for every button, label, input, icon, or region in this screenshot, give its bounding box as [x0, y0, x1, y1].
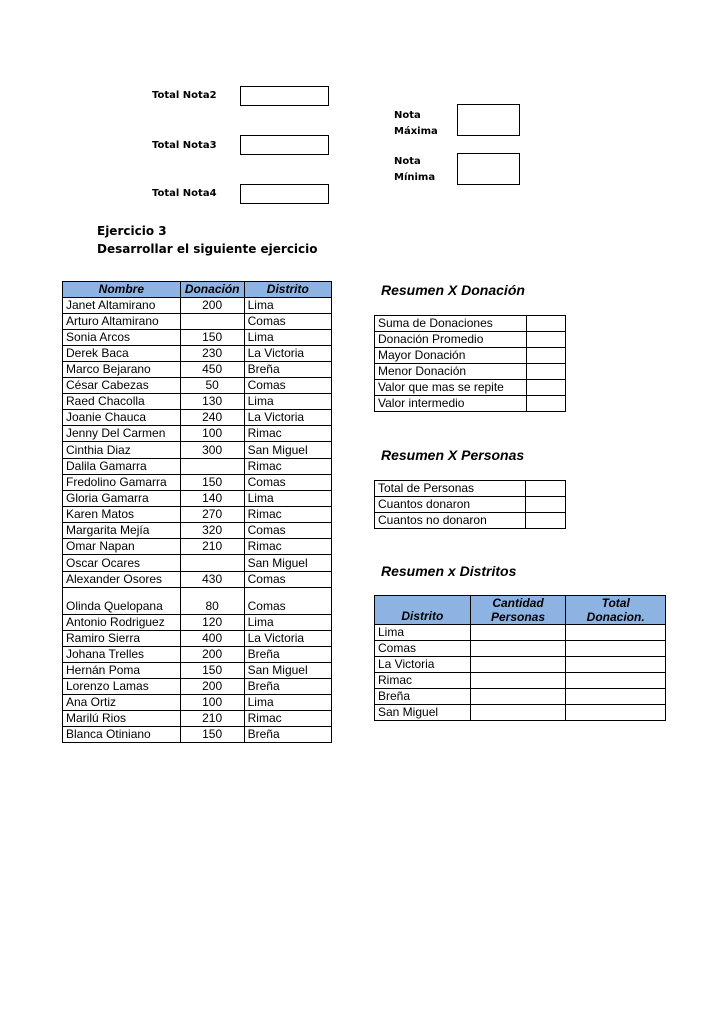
table-row — [63, 695, 332, 711]
donation-name-cell[interactable]: Ana Ortiz — [63, 695, 181, 711]
distritos-header-cantidad — [470, 596, 566, 625]
table-row — [63, 727, 332, 743]
donation-name-cell[interactable]: Gloria Gamarra — [63, 491, 181, 507]
distritos-name: La Victoria — [375, 657, 471, 673]
table-row — [63, 647, 332, 663]
donation-district-cell[interactable]: Rimac — [244, 426, 331, 442]
donation-district-cell[interactable]: Lima — [244, 330, 331, 346]
distritos-row — [375, 641, 666, 657]
resumen-donacion-row — [375, 332, 566, 348]
donation-name-cell[interactable]: Olinda Quelopana — [63, 588, 181, 615]
distritos-header-cantidad-line2: Personas — [491, 610, 546, 624]
donation-name-cell[interactable]: Raed Chacolla — [63, 394, 181, 410]
distritos-total-cell[interactable] — [566, 625, 666, 641]
resumen-donacion-label: Valor que mas se repite — [375, 380, 527, 396]
total-nota2-cell[interactable] — [240, 86, 329, 106]
donation-name-cell[interactable]: Margarita Mejía — [63, 523, 181, 539]
resumen-donacion-value-cell[interactable] — [526, 348, 565, 364]
distritos-cantidad-cell[interactable] — [470, 673, 566, 689]
total-nota3-cell[interactable] — [240, 135, 329, 155]
resumen-donacion-label: Mayor Donación — [375, 348, 527, 364]
table-row — [63, 442, 332, 459]
donation-name-cell[interactable]: Cinthia Diaz — [63, 442, 181, 459]
donation-name-cell[interactable]: Derek Baca — [63, 346, 181, 362]
donation-name-cell[interactable]: Joanie Chauca — [63, 410, 181, 426]
nota-minima-line2: Mínima — [394, 172, 436, 183]
resumen-personas-value-cell[interactable] — [526, 497, 566, 513]
resumen-distritos-table — [374, 595, 666, 721]
donation-district-cell[interactable]: San Miguel — [244, 663, 331, 679]
donation-donation-cell[interactable]: 100 — [180, 426, 244, 442]
distritos-name: Lima — [375, 625, 471, 641]
donation-district-cell[interactable]: Lima — [244, 615, 331, 631]
donation-district-cell[interactable]: San Miguel — [244, 442, 331, 459]
donations-header-distrito: Distrito — [244, 282, 331, 298]
distritos-row — [375, 657, 666, 673]
donation-name-cell[interactable]: Johana Trelles — [63, 647, 181, 663]
distritos-cantidad-cell[interactable] — [470, 641, 566, 657]
table-row — [63, 330, 332, 346]
distritos-cantidad-cell[interactable] — [470, 657, 566, 673]
donation-name-cell[interactable]: Hernán Poma — [63, 663, 181, 679]
donation-name-cell[interactable]: Fredolino Gamarra — [63, 475, 181, 491]
table-row — [63, 426, 332, 442]
table-row — [63, 711, 332, 727]
distritos-cantidad-cell[interactable] — [470, 689, 566, 705]
donation-name-cell[interactable]: Marco Bejarano — [63, 362, 181, 378]
distritos-total-cell[interactable] — [566, 705, 666, 721]
donation-donation-cell[interactable]: 150 — [180, 663, 244, 679]
resumen-donacion-value-cell[interactable] — [526, 396, 565, 412]
donation-name-cell[interactable]: Janet Altamirano — [63, 298, 181, 314]
donation-name-cell[interactable]: Blanca Otiniano — [63, 727, 181, 743]
donation-donation-cell[interactable]: 200 — [180, 647, 244, 663]
donation-donation-cell[interactable]: 150 — [180, 330, 244, 346]
table-row — [63, 394, 332, 410]
resumen-distritos-title: Resumen x Distritos — [381, 563, 517, 579]
donation-donation-cell[interactable]: 240 — [180, 410, 244, 426]
resumen-donacion-table — [374, 315, 566, 412]
nota-minima-label — [394, 154, 435, 186]
total-nota4-cell[interactable] — [240, 184, 329, 204]
table-row — [63, 475, 332, 491]
donation-donation-cell[interactable]: 120 — [180, 615, 244, 631]
nota-minima-cell[interactable] — [457, 153, 520, 185]
distritos-cantidad-cell[interactable] — [470, 705, 566, 721]
resumen-donacion-row — [375, 364, 566, 380]
donation-donation-cell[interactable]: 200 — [180, 679, 244, 695]
donation-donation-cell[interactable]: 100 — [180, 695, 244, 711]
table-row — [63, 459, 332, 475]
total-nota4-label: Total Nota4 — [152, 188, 217, 199]
resumen-donacion-value-cell[interactable] — [526, 332, 565, 348]
resumen-personas-label: Total de Personas — [375, 481, 526, 497]
table-row — [63, 615, 332, 631]
donations-header-row — [63, 282, 332, 298]
resumen-personas-label: Cuantos no donaron — [375, 513, 526, 529]
distritos-name: Rimac — [375, 673, 471, 689]
table-row — [63, 663, 332, 679]
donation-donation-cell[interactable]: 150 — [180, 475, 244, 491]
table-row — [63, 588, 332, 615]
donation-district-cell[interactable]: Breña — [244, 362, 331, 378]
resumen-personas-row — [375, 481, 566, 497]
donation-district-cell[interactable]: Comas — [244, 378, 331, 394]
donation-district-cell[interactable]: Breña — [244, 727, 331, 743]
nota-maxima-cell[interactable] — [457, 104, 520, 136]
donation-district-cell[interactable]: Comas — [244, 588, 331, 615]
total-nota3-label: Total Nota3 — [152, 140, 217, 151]
donation-district-cell[interactable]: Comas — [244, 523, 331, 539]
resumen-personas-table — [374, 480, 566, 529]
distritos-total-cell[interactable] — [566, 689, 666, 705]
donation-name-cell[interactable]: Omar Napan — [63, 539, 181, 555]
distritos-name: San Miguel — [375, 705, 471, 721]
nota-minima-line1: Nota — [394, 156, 421, 167]
resumen-donacion-label: Menor Donación — [375, 364, 527, 380]
resumen-personas-title: Resumen X Personas — [381, 447, 525, 463]
distritos-name: Comas — [375, 641, 471, 657]
table-row — [63, 491, 332, 507]
resumen-donacion-row — [375, 348, 566, 364]
distritos-header-total-line1: Total — [601, 596, 630, 610]
donation-district-cell[interactable]: Rimac — [244, 507, 331, 523]
table-row — [63, 362, 332, 378]
donation-district-cell[interactable]: Comas — [244, 572, 331, 588]
donation-district-cell[interactable]: Lima — [244, 394, 331, 410]
table-row — [63, 314, 332, 330]
distritos-header-distrito: Distrito — [375, 596, 471, 625]
donations-header-nombre: Nombre — [63, 282, 181, 298]
distritos-header-cantidad-line1: Cantidad — [492, 596, 544, 610]
distritos-total-cell[interactable] — [566, 673, 666, 689]
donation-district-cell[interactable]: Rimac — [244, 539, 331, 555]
distritos-total-cell[interactable] — [566, 657, 666, 673]
nota-maxima-line2: Máxima — [394, 126, 438, 137]
donation-name-cell[interactable]: Arturo Altamirano — [63, 314, 181, 330]
donation-donation-cell[interactable]: 50 — [180, 378, 244, 394]
donation-donation-cell[interactable]: 200 — [180, 298, 244, 314]
donation-district-cell[interactable]: Rimac — [244, 711, 331, 727]
table-row — [63, 507, 332, 523]
donation-district-cell[interactable]: Lima — [244, 491, 331, 507]
table-row — [63, 523, 332, 539]
resumen-donacion-label: Suma de Donaciones — [375, 316, 527, 332]
donation-district-cell[interactable]: Lima — [244, 695, 331, 711]
table-row — [63, 631, 332, 647]
resumen-personas-row — [375, 497, 566, 513]
distritos-header-total-line2: Donacion. — [586, 610, 645, 624]
distritos-row — [375, 689, 666, 705]
table-row — [63, 346, 332, 362]
resumen-personas-row — [375, 513, 566, 529]
donation-district-cell[interactable]: Comas — [244, 314, 331, 330]
donation-donation-cell[interactable]: 150 — [180, 727, 244, 743]
donation-donation-cell[interactable]: 430 — [180, 572, 244, 588]
nota-maxima-line1: Nota — [394, 110, 421, 121]
resumen-personas-value-cell[interactable] — [526, 481, 566, 497]
donation-donation-cell[interactable]: 140 — [180, 491, 244, 507]
donation-name-cell[interactable]: Oscar Ocares — [63, 555, 181, 572]
donation-name-cell[interactable]: César Cabezas — [63, 378, 181, 394]
resumen-donacion-label: Valor intermedio — [375, 396, 527, 412]
table-row — [63, 555, 332, 572]
donation-name-cell[interactable]: Marilú Rios — [63, 711, 181, 727]
table-row — [63, 539, 332, 555]
table-row — [63, 410, 332, 426]
donation-district-cell[interactable]: Rimac — [244, 459, 331, 475]
donation-name-cell[interactable]: Dalila Gamarra — [63, 459, 181, 475]
distritos-cantidad-cell[interactable] — [470, 625, 566, 641]
exercise-subtitle: Desarrollar el siguiente ejercicio — [97, 242, 318, 256]
donation-donation-cell[interactable]: 450 — [180, 362, 244, 378]
donation-district-cell[interactable]: Breña — [244, 679, 331, 695]
donation-donation-cell[interactable]: 130 — [180, 394, 244, 410]
resumen-donacion-row — [375, 396, 566, 412]
donation-donation-cell[interactable]: 270 — [180, 507, 244, 523]
donation-donation-cell[interactable] — [180, 459, 244, 475]
distritos-row — [375, 705, 666, 721]
donation-district-cell[interactable]: Breña — [244, 647, 331, 663]
table-row — [63, 378, 332, 394]
donation-donation-cell[interactable] — [180, 555, 244, 572]
donation-donation-cell[interactable]: 80 — [180, 588, 244, 615]
donations-table — [62, 281, 332, 743]
donation-district-cell[interactable]: La Victoria — [244, 631, 331, 647]
resumen-donacion-value-cell[interactable] — [526, 380, 565, 396]
resumen-personas-label: Cuantos donaron — [375, 497, 526, 513]
resumen-donacion-label: Donación Promedio — [375, 332, 527, 348]
resumen-donacion-value-cell[interactable] — [526, 316, 565, 332]
distritos-total-cell[interactable] — [566, 641, 666, 657]
donation-name-cell[interactable]: Sonia Arcos — [63, 330, 181, 346]
donation-name-cell[interactable]: Jenny Del Carmen — [63, 426, 181, 442]
donation-district-cell[interactable]: La Victoria — [244, 410, 331, 426]
resumen-personas-value-cell[interactable] — [526, 513, 566, 529]
donation-name-cell[interactable]: Alexander Osores — [63, 572, 181, 588]
table-row — [63, 572, 332, 588]
donation-donation-cell[interactable]: 400 — [180, 631, 244, 647]
donation-district-cell[interactable]: Comas — [244, 475, 331, 491]
nota-maxima-label — [394, 108, 438, 140]
donation-donation-cell[interactable]: 320 — [180, 523, 244, 539]
donation-district-cell[interactable]: La Victoria — [244, 346, 331, 362]
donation-donation-cell[interactable]: 300 — [180, 442, 244, 459]
donation-name-cell[interactable]: Antonio Rodriguez — [63, 615, 181, 631]
donation-donation-cell[interactable] — [180, 314, 244, 330]
exercise-title: Ejercicio 3 — [97, 224, 167, 238]
donation-donation-cell[interactable]: 230 — [180, 346, 244, 362]
donations-header-donacion: Donación — [180, 282, 244, 298]
distritos-row — [375, 625, 666, 641]
table-row — [63, 298, 332, 314]
donation-name-cell[interactable]: Karen Matos — [63, 507, 181, 523]
distritos-header-row — [375, 596, 666, 625]
table-row — [63, 679, 332, 695]
distritos-header-total — [566, 596, 666, 625]
donation-donation-cell[interactable]: 210 — [180, 539, 244, 555]
distritos-name: Breña — [375, 689, 471, 705]
donation-district-cell[interactable]: Lima — [244, 298, 331, 314]
resumen-donacion-title: Resumen X Donación — [381, 282, 525, 298]
donation-donation-cell[interactable]: 210 — [180, 711, 244, 727]
resumen-donacion-row — [375, 380, 566, 396]
donation-name-cell[interactable]: Lorenzo Lamas — [63, 679, 181, 695]
resumen-donacion-row — [375, 316, 566, 332]
total-nota2-label: Total Nota2 — [152, 90, 217, 101]
resumen-donacion-value-cell[interactable] — [526, 364, 565, 380]
donation-district-cell[interactable]: San Miguel — [244, 555, 331, 572]
donation-name-cell[interactable]: Ramiro Sierra — [63, 631, 181, 647]
distritos-row — [375, 673, 666, 689]
